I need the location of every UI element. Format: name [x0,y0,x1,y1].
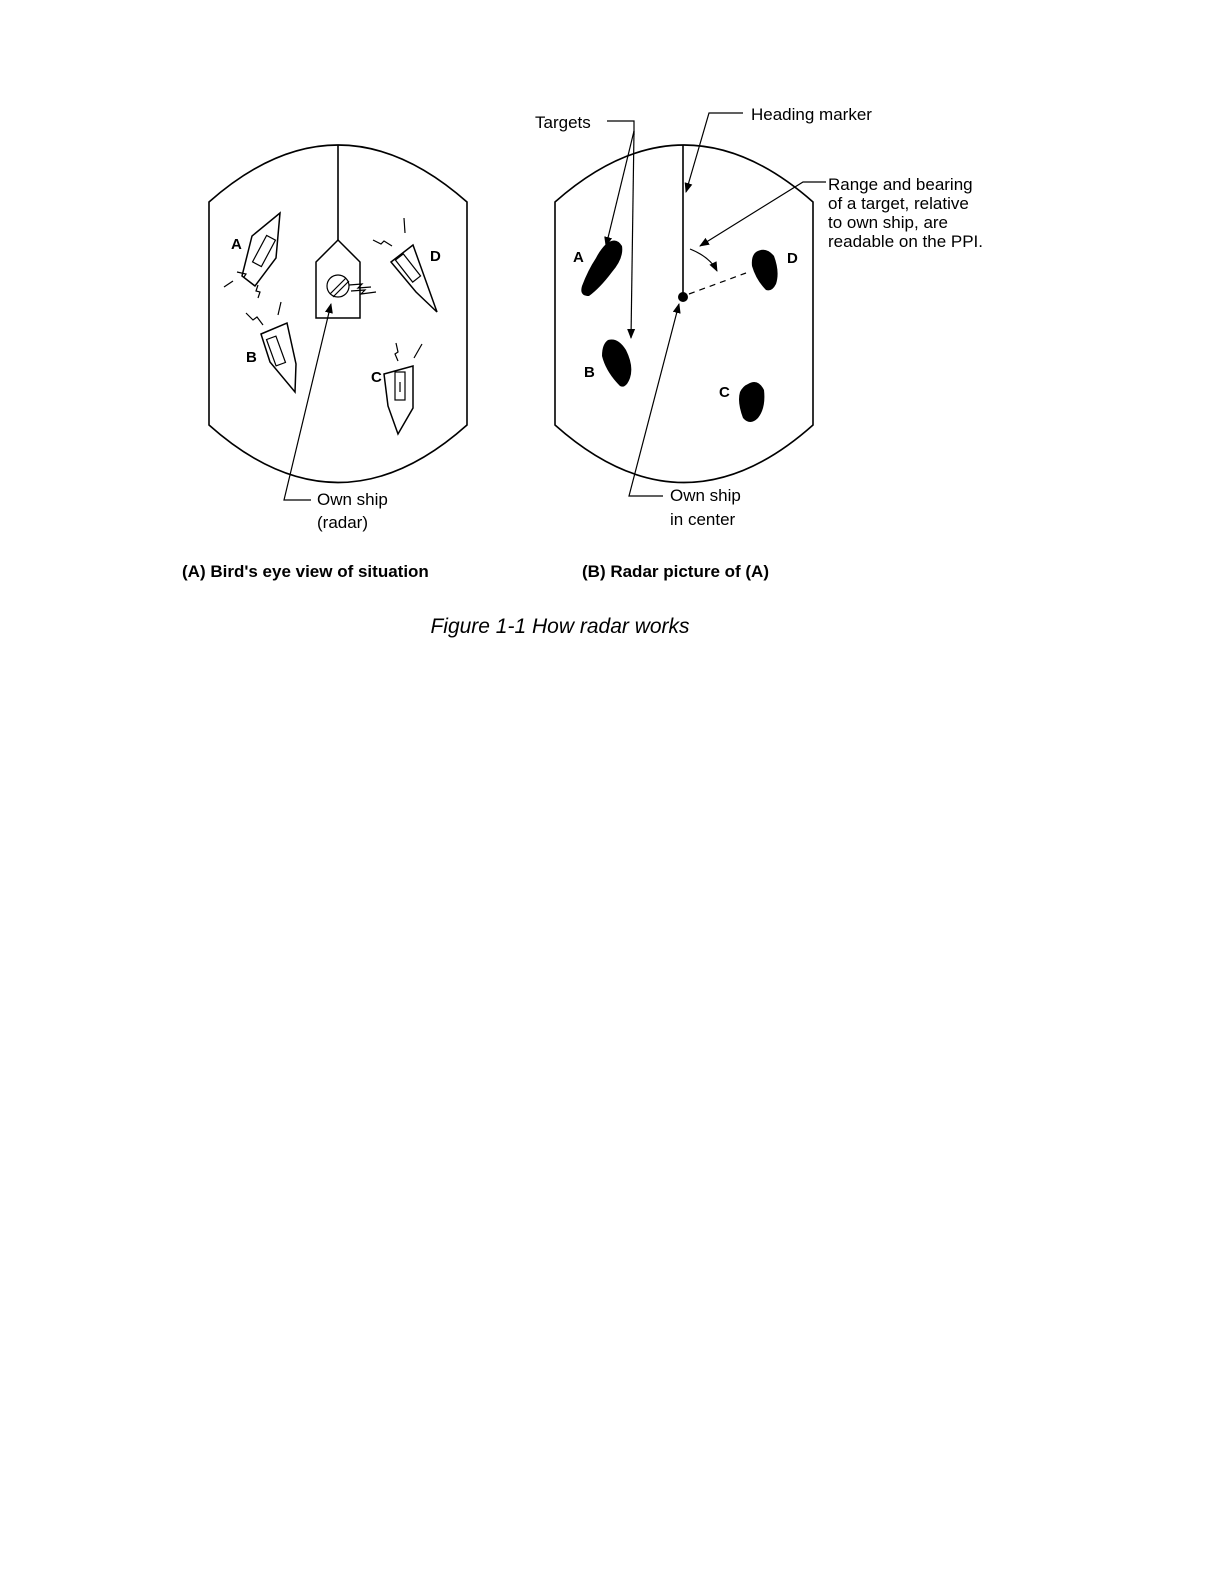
heading-marker-pointer [686,113,743,192]
ship-d-label: D [430,248,441,265]
own-ship-label-line1: Own ship [317,490,388,509]
panel-a-subtitle: (A) Bird's eye view of situation [182,562,429,581]
panel-b-screen-outline [555,145,813,483]
own-ship-icon [316,240,376,318]
ship-c-icon [384,343,422,434]
bearing-arc [690,249,717,271]
targets-arrow-b [631,131,634,338]
svg-text:to own ship, are: to own ship, are [828,213,949,232]
own-ship-pointer-arrow [284,304,331,500]
range-line [689,273,746,294]
svg-text:Range and bearing: Range and bearing [828,175,973,194]
ship-b-icon [246,302,296,392]
target-d-echo [752,250,778,291]
ship-c-label: C [371,369,382,386]
target-a-echo [581,240,622,296]
svg-text:of a target, relative: of a target, relative [828,194,969,213]
target-a-label: A [573,249,584,266]
target-c-echo [739,382,764,422]
targets-bracket [607,121,634,135]
targets-arrow-a [606,131,634,246]
range-bearing-note [828,175,983,251]
target-c-label: C [719,384,730,401]
svg-text:readable on the PPI.: readable on the PPI. [828,232,984,251]
range-bearing-pointer [700,182,826,246]
panel-b-radar-picture [535,105,983,581]
target-b-echo [602,339,631,386]
own-ship-center-dot [678,292,688,302]
ship-b-label: B [246,349,257,366]
ship-a-icon [224,213,280,298]
heading-marker-label: Heading marker [751,105,872,124]
ship-d-icon [373,218,437,312]
target-b-label: B [584,364,595,381]
own-ship-center-pointer [629,304,679,496]
panel-b-subtitle: (B) Radar picture of (A) [582,562,769,581]
target-d-label: D [787,250,798,267]
figure-caption: Figure 1-1 How radar works [430,615,690,638]
own-ship-center-line1: Own ship [670,486,741,505]
ship-a-label: A [231,236,242,253]
radar-figure [0,0,1224,700]
own-ship-center-line2: in center [670,510,736,529]
own-ship-label-line2: (radar) [317,513,369,532]
targets-label: Targets [535,113,591,132]
panel-a-birds-eye-view [182,145,467,581]
